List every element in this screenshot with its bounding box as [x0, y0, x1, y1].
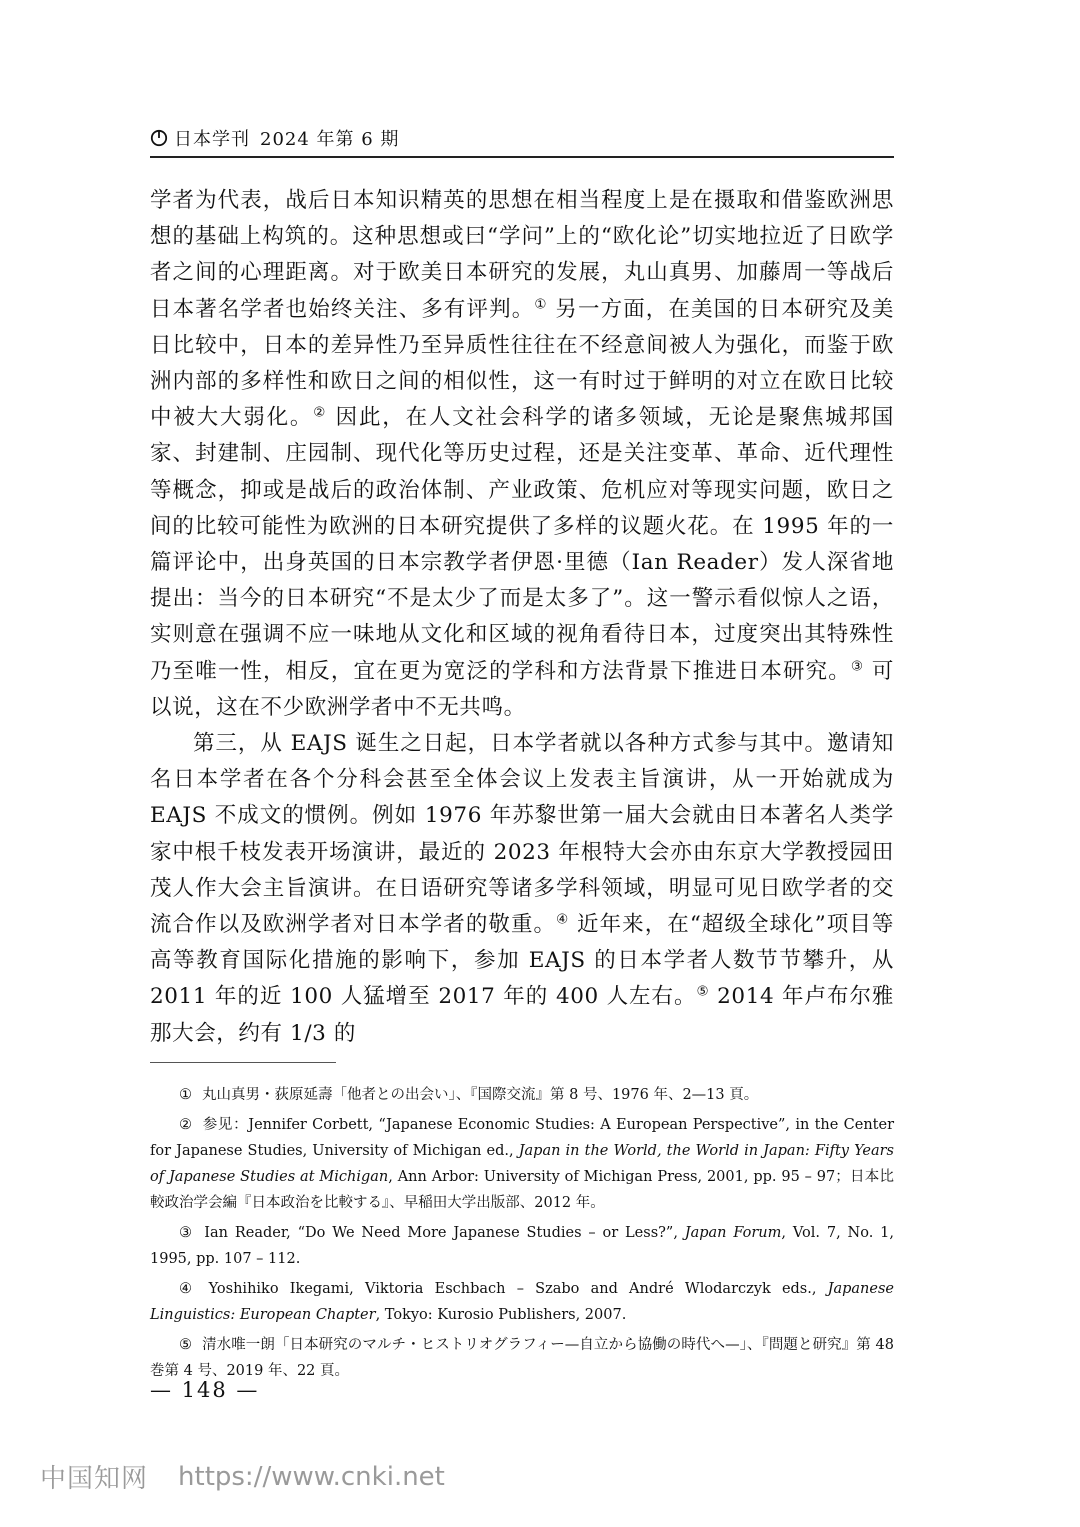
main-body [150, 183, 894, 1052]
footnote-2-title: Japan in the World, the World in Japan: Fifty Years of Japanese Studies at Michigan [150, 1143, 894, 1185]
journal-issue: 2024 年第 6 期 [260, 129, 400, 150]
footnote-4-mark: ④ [179, 1281, 199, 1297]
paragraph-2-text-c: 2014 年卢布尔雅那大会，约有 1/3 的 [150, 984, 894, 1046]
footnote-4 [150, 1276, 894, 1328]
watermark-brand: 中国知网 [40, 1464, 149, 1494]
footnote-3 [150, 1220, 894, 1272]
footnote-3-title: Japan Forum [684, 1225, 782, 1241]
footnote-ref-3[interactable]: ③ [850, 659, 864, 675]
footnote-ref-2[interactable]: ② [313, 405, 327, 421]
footnote-2-mark: ② [179, 1117, 193, 1133]
watermark-url[interactable]: https://www.cnki.net [178, 1461, 445, 1492]
journal-logo-icon [150, 129, 168, 147]
footnote-1-text: 丸山真男・荻原延壽「他者との出会い」、『国際交流』第 8 号、1976 年、2—13 頁。 [202, 1087, 759, 1103]
paragraph-1 [150, 183, 894, 726]
footnotes [150, 1082, 894, 1388]
footnote-ref-5[interactable]: ⑤ [696, 985, 710, 1001]
footnote-5-mark: ⑤ [179, 1337, 193, 1353]
paragraph-1-text-b: 另一方面，在美国的日本研究及美日比较中，日本的差异性乃至异质性往往在不经意间被人为强化，而鉴于欧洲内部的多样性和欧日之间的相似性，这一有时过于鲜明的对立在欧日比较中被大大弱化。 [150, 296, 894, 431]
footnote-4-title: Japanese Linguistics: European Chapter [150, 1281, 894, 1323]
footnote-5 [150, 1332, 894, 1384]
footnote-1-mark: ① [179, 1087, 192, 1103]
footnote-ref-4[interactable]: ④ [556, 912, 570, 928]
paragraph-1-text-d: 可以说，这在不少欧洲学者中不无共鸣。 [150, 658, 894, 720]
footnote-3-text-a: Ian Reader, “Do We Need More Japanese Studies – or Less?”, [204, 1225, 685, 1241]
footnote-2-text-c: , Ann Arbor: University of Michigan Press, 2001, pp. 95 – 97；日本比較政治学会編『日本政治を比較する』、早稲田大学出版部、2012 年。 [150, 1169, 894, 1211]
footnote-4-text-c: , Tokyo: Kurosio Publishers, 2007. [375, 1307, 627, 1323]
page-number: — 148 — [150, 1378, 260, 1402]
footnote-2 [150, 1112, 894, 1216]
footnote-divider [150, 1062, 336, 1063]
footnote-3-text-c: , Vol. 7, No. 1, 1995, pp. 107 – 112. [150, 1225, 894, 1267]
paragraph-1-text-c: 因此，在人文社会科学的诸多领域，无论是聚焦城邦国家、封建制、庄园制、现代化等历史过程，还是关注变革、革命、近代理性等概念，抑或是战后的政治体制、产业政策、危机应对等现实问题，欧日之间的比较可能性为欧洲的日本研究提供了多样的议题火花。在 1995 年的一篇评论中，出身英国的日本宗教学者伊恩·里德（Ian Reader）发人深省地提出：当今的日本研究“不是太少了而是太多了”。这一警示看似惊人之语，实则意在强调不应一味地从文化和区域的视角看待日本，过度突出其特殊性乃至唯一性，相反，宜在更为宽泛的学科和方法背景下推进日本研究。 [150, 405, 894, 684]
cnki-watermark [40, 1458, 445, 1495]
footnote-3-mark: ③ [179, 1225, 195, 1241]
footnote-5-text: 清水唯一朗「日本研究のマルチ・ヒストリオグラフィー—自立から協働の時代へ—」、『問題と研究』第 48 巻第 4 号、2019 年、22 頁。 [150, 1337, 894, 1379]
paragraph-1-text-a: 学者为代表，战后日本知识精英的思想在相当程度上是在摄取和借鉴欧洲思想的基础上构筑的。这种思想或曰“学问”上的“欧化论”切实地拉近了日欧学者之间的心理距离。对于欧美日本研究的发展，丸山真男、加藤周一等战后日本著名学者也始终关注、多有评判。 [150, 188, 895, 322]
journal-name: 日本学刊 [174, 129, 250, 150]
footnote-ref-1[interactable]: ① [534, 297, 548, 313]
paragraph-2-text-a: 第三，从 EAJS 诞生之日起，日本学者就以各种方式参与其中。邀请知名日本学者在各个分科会甚至全体会议上发表主旨演讲，从一开始就成为 EAJS 不成文的惯例。例如 1976 年苏黎世第一届大会就由日本著名人类学家中根千枝发表开场演讲，最近的 2023 年根特大会亦由东京大学教授园田茂人作大会主旨演讲。在日语研究等诸多学科领域，明显可见日欧学者的交流合作以及欧洲学者对日本学者的敬重。 [150, 731, 894, 938]
footnote-1 [150, 1082, 894, 1108]
footnote-4-text-a: Yoshihiko Ikegami, Viktoria Eschbach – Szabo and André Wlodarczyk eds., [208, 1281, 828, 1297]
running-header [150, 120, 894, 158]
paragraph-2 [150, 726, 894, 1052]
footnote-2-text-a: 参见：Jennifer Corbett, “Japanese Economic Studies: A European Perspective”, in the Center for Japanese Studies, University of Michigan ed., [150, 1117, 895, 1159]
paragraph-2-text-b: 近年来，在“超级全球化”项目等高等教育国际化措施的影响下，参加 EAJS 的日本学者人数节节攀升，从 2011 年的近 100 人猛增至 2017 年的 400 人左右。 [150, 912, 894, 1010]
